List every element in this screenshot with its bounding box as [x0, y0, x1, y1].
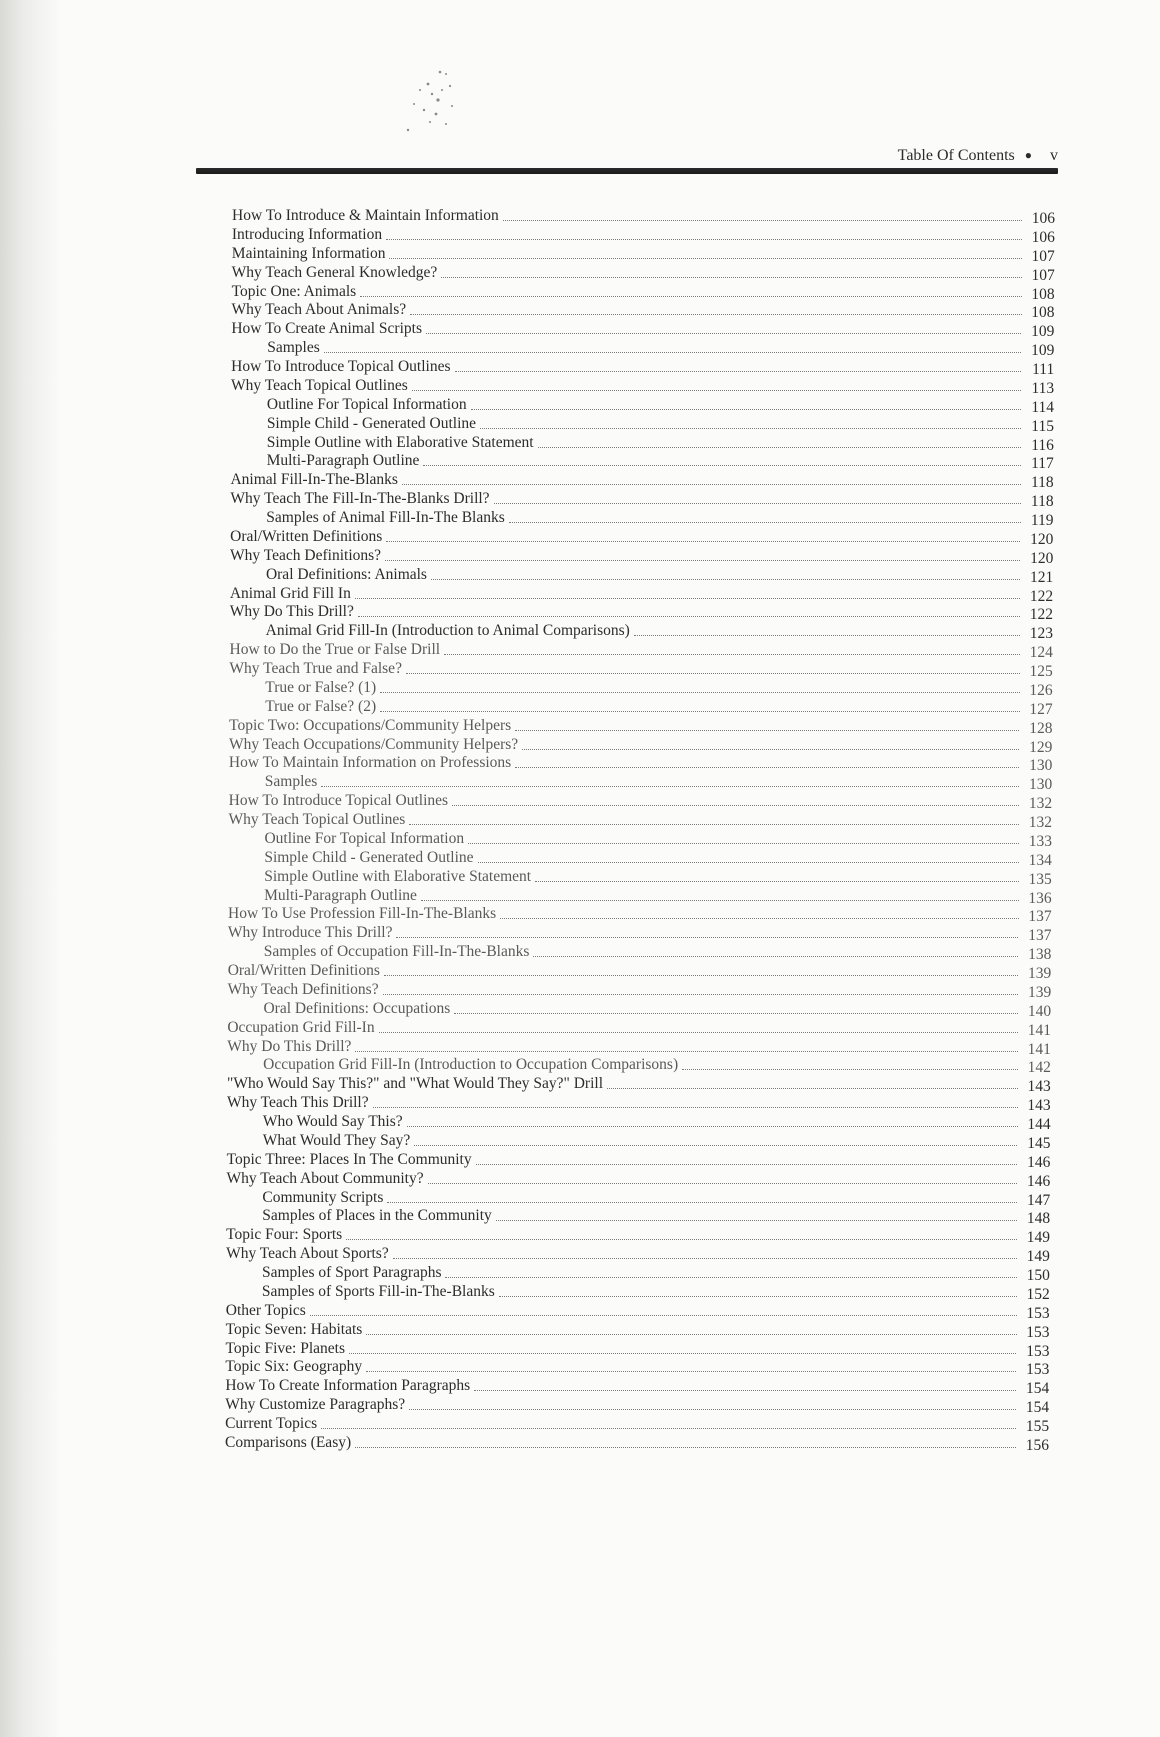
toc-entry-title: True or False? (2)	[265, 697, 377, 715]
toc-entry	[266, 565, 1053, 585]
dot-leader	[414, 1144, 1017, 1146]
toc-entry-title: Why Teach About Sports?	[226, 1245, 389, 1263]
toc-entry-page: 135	[1028, 870, 1052, 888]
toc-entry	[231, 300, 1054, 320]
toc-entry-title: Animal Grid Fill-In (Introduction to Animal Comparisons)	[265, 622, 630, 640]
toc-entry-page: 132	[1028, 795, 1053, 813]
toc-entry-title: How To Maintain Information on Professions	[228, 754, 512, 772]
dot-leader	[349, 1352, 1016, 1354]
dot-leader	[441, 276, 1021, 278]
toc-entry	[262, 1188, 1050, 1208]
dot-leader	[358, 615, 1020, 617]
toc-entry	[230, 602, 1053, 622]
toc-entry	[227, 1074, 1051, 1094]
toc-entry-title: Why Teach This Drill?	[226, 1094, 369, 1112]
toc-entry-page: 118	[1031, 474, 1054, 492]
toc-entry-page: 155	[1025, 1418, 1050, 1436]
dot-leader	[474, 1389, 1016, 1391]
toc-entry-page: 122	[1029, 606, 1054, 624]
dot-leader	[355, 1050, 1018, 1052]
dot-leader	[379, 1031, 1018, 1033]
dot-leader	[321, 785, 1019, 787]
toc-entry	[265, 678, 1052, 698]
toc-entry-page: 113	[1031, 379, 1055, 397]
dot-leader	[355, 597, 1020, 599]
dot-leader	[445, 1276, 1016, 1278]
toc-entry-page: 141	[1027, 1040, 1051, 1058]
toc-entry	[228, 961, 1052, 981]
dot-leader	[455, 370, 1022, 372]
dot-leader	[471, 408, 1021, 410]
toc-entry	[267, 395, 1054, 415]
toc-entry	[267, 451, 1054, 471]
toc-entry-page: 130	[1028, 776, 1053, 794]
toc-entry-page: 121	[1029, 568, 1054, 586]
dot-leader	[431, 578, 1020, 580]
toc-entry-title: Why Teach About Animals?	[231, 301, 407, 319]
toc-entry-page: 139	[1027, 983, 1052, 1001]
toc-entry-page: 133	[1028, 832, 1052, 850]
toc-entry	[262, 1206, 1050, 1226]
toc-entry	[264, 829, 1052, 849]
toc-entry-title: Topic Five: Planets	[225, 1339, 345, 1357]
toc-entry-page: 123	[1029, 625, 1053, 643]
dot-leader	[324, 351, 1022, 353]
dot-leader	[468, 842, 1019, 844]
dot-leader	[538, 446, 1021, 448]
toc-entry	[226, 1320, 1050, 1340]
toc-entry	[264, 848, 1052, 868]
toc-entry-title: Samples of Occupation Fill-In-The-Blanks	[263, 943, 530, 961]
toc-entry-page: 154	[1025, 1399, 1050, 1417]
dot-leader	[360, 295, 1021, 297]
toc-entry-title: Why Teach General Knowledge?	[231, 263, 438, 281]
dot-leader	[682, 1068, 1018, 1070]
toc-entry-title: Current Topics	[225, 1415, 318, 1433]
dot-leader	[409, 823, 1019, 825]
toc-entry-title: Simple Child - Generated Outline	[266, 414, 477, 432]
dot-leader	[423, 464, 1020, 466]
toc-entry-title: How To Create Information Paragraphs	[225, 1377, 471, 1395]
toc-entry-title: Why Customize Paragraphs?	[225, 1396, 406, 1414]
toc-entry	[229, 735, 1052, 755]
toc-entry-page: 109	[1031, 323, 1055, 341]
toc-entry-title: Samples	[264, 773, 318, 791]
toc-entry	[232, 225, 1055, 245]
toc-entry-page: 125	[1029, 663, 1053, 681]
toc-entry-title: How To Introduce & Maintain Information	[232, 207, 499, 224]
toc-entry-title: Multi-Paragraph Outline	[266, 452, 420, 470]
toc-entry	[263, 1055, 1051, 1075]
dot-leader	[515, 766, 1019, 768]
toc-entry-page: 141	[1027, 1021, 1052, 1039]
toc-entry-page: 142	[1027, 1059, 1051, 1077]
dot-leader	[346, 1238, 1017, 1240]
toc-entry	[267, 414, 1054, 434]
toc-entry-page: 143	[1027, 1097, 1051, 1115]
toc-entry-page: 139	[1028, 965, 1052, 983]
toc-entry-title: Comparisons (Easy)	[225, 1434, 352, 1451]
toc-entry-title: Simple Child - Generated Outline	[264, 848, 474, 866]
toc-entry-page: 137	[1028, 927, 1052, 945]
toc-entry-title: How To Create Animal Scripts	[231, 320, 422, 338]
toc-entry-title: True or False? (1)	[265, 678, 377, 696]
toc-entry	[227, 1093, 1051, 1113]
toc-entry-page: 153	[1026, 1304, 1050, 1322]
header-rule	[196, 168, 1058, 174]
dot-leader	[396, 936, 1018, 938]
toc-entry-page: 128	[1029, 719, 1053, 737]
toc-entry-title: Occupation Grid Fill-In	[227, 1018, 375, 1036]
dot-leader	[321, 1427, 1016, 1429]
toc-entry-title: "Who Would Say This?" and "What Would They Say?" Drill	[227, 1075, 603, 1093]
dot-leader	[478, 861, 1019, 863]
toc-entry-title: Why Teach Topical Outlines	[231, 376, 408, 394]
dot-leader	[428, 1182, 1018, 1184]
toc-entry-title: Why Teach Occupations/Community Helpers?	[228, 735, 519, 753]
toc-entry	[232, 206, 1055, 226]
dot-leader	[380, 710, 1019, 712]
header-page-number: v	[1050, 147, 1058, 164]
toc-entry	[227, 1018, 1051, 1038]
toc-entry-page: 153	[1026, 1342, 1050, 1360]
toc-entry	[227, 1169, 1051, 1189]
toc-entry-title: Samples of Places in the Community	[262, 1207, 492, 1225]
dot-leader	[499, 1295, 1017, 1297]
toc-entry-title: Oral Definitions: Occupations	[263, 999, 451, 1017]
toc-entry	[263, 1131, 1051, 1151]
dot-leader	[476, 1163, 1018, 1165]
toc-entry-page: 144	[1027, 1116, 1051, 1134]
dot-leader	[384, 974, 1018, 976]
toc-entry	[226, 1339, 1050, 1359]
dot-leader	[373, 1106, 1018, 1108]
dot-leader	[426, 332, 1021, 334]
toc-entry-page: 124	[1029, 644, 1053, 662]
toc-entry-page: 137	[1028, 908, 1052, 926]
toc-entry-page: 108	[1031, 304, 1055, 322]
toc-entry-page: 153	[1026, 1323, 1050, 1341]
toc-entry	[267, 338, 1054, 358]
toc-entry-page: 111	[1032, 361, 1055, 378]
toc-entry-title: Who Would Say This?	[262, 1113, 403, 1131]
dot-leader	[409, 1408, 1016, 1410]
toc-entry	[227, 1037, 1051, 1057]
toc-entry	[226, 1244, 1050, 1264]
toc-entry-title: Why Teach Definitions?	[230, 546, 382, 564]
toc-entry-page: 120	[1030, 530, 1054, 548]
toc-entry	[230, 489, 1053, 509]
toc-entry-title: Samples of Sports Fill-in-The-Blanks	[261, 1282, 495, 1300]
toc-entry	[266, 508, 1053, 528]
toc-entry-page: 109	[1031, 342, 1055, 360]
toc-entry-title: Multi-Paragraph Outline	[264, 886, 417, 904]
toc-entry-title: Samples	[267, 339, 320, 357]
toc-entry-title: Why Teach Topical Outlines	[228, 811, 406, 829]
toc-entry-page: 150	[1026, 1267, 1050, 1285]
toc-entry-title: Why Teach True and False?	[229, 660, 402, 678]
dot-leader	[380, 691, 1019, 693]
toc-entry	[228, 904, 1052, 924]
bullet-separator: ●	[1024, 148, 1032, 162]
dot-leader	[522, 748, 1019, 750]
toc-entry-page: 120	[1030, 549, 1054, 567]
dot-leader	[454, 1012, 1018, 1014]
dot-leader	[503, 219, 1022, 221]
dot-leader	[385, 559, 1020, 561]
toc-entry	[230, 640, 1053, 660]
toc-entry	[264, 942, 1052, 962]
toc-entry-title: Outline For Topical Information	[266, 395, 467, 413]
toc-entry-title: Topic Two: Occupations/Community Helpers	[229, 716, 512, 734]
toc-entry-title: Animal Grid Fill In	[229, 584, 351, 602]
toc-entry-title: Animal Fill-In-The-Blanks	[230, 471, 398, 489]
toc-entry	[228, 923, 1052, 943]
toc-entry-title: How To Introduce Topical Outlines	[231, 358, 451, 375]
toc-entry	[231, 357, 1054, 377]
dot-leader	[509, 521, 1021, 523]
toc-entry-title: Outline For Topical Information	[264, 829, 465, 847]
toc-entry	[230, 470, 1053, 490]
toc-entry	[226, 1301, 1050, 1321]
dot-leader	[535, 880, 1019, 882]
toc-entry-page: 108	[1031, 285, 1055, 303]
toc-entry-page: 146	[1027, 1172, 1051, 1190]
toc-entry-title: Why Do This Drill?	[227, 1037, 352, 1055]
toc-entry-page: 117	[1031, 455, 1054, 473]
dot-leader	[494, 502, 1021, 504]
toc-entry	[230, 546, 1053, 566]
toc-entry-title: Topic Seven: Habitats	[225, 1320, 363, 1338]
scan-speckle	[380, 60, 500, 160]
toc-entry-page: 116	[1031, 436, 1054, 454]
dot-leader	[383, 993, 1019, 995]
toc-entry	[262, 1282, 1050, 1302]
toc-entry	[230, 527, 1053, 547]
toc-entry-page: 107	[1031, 266, 1055, 284]
toc-entry	[225, 1414, 1049, 1434]
toc-entry-title: What Would They Say?	[262, 1131, 411, 1149]
toc-entry	[267, 433, 1054, 453]
dot-leader	[407, 1125, 1018, 1127]
toc-entry	[225, 1357, 1049, 1377]
dot-leader	[355, 1446, 1016, 1448]
toc-entry-title: Why Teach The Fill-In-The-Blanks Drill?	[230, 490, 490, 508]
toc-entry-title: Why Introduce This Drill?	[227, 924, 393, 942]
toc-entry-page: 127	[1029, 700, 1053, 718]
toc-entry-page: 149	[1026, 1229, 1050, 1247]
toc-entry-title: Topic Four: Sports	[226, 1226, 343, 1244]
toc-entry	[232, 282, 1055, 302]
toc-entry	[229, 716, 1052, 736]
toc-entry-page: 129	[1029, 738, 1053, 756]
toc-entry-page: 118	[1030, 493, 1054, 511]
toc-entry-title: Oral Definitions: Animals	[265, 565, 427, 583]
dot-leader	[386, 540, 1020, 542]
toc-entry	[231, 376, 1054, 396]
toc-entry-page: 115	[1031, 417, 1054, 435]
toc-entry-page: 152	[1026, 1285, 1050, 1303]
dot-leader	[496, 1219, 1017, 1221]
toc-entry-page: 140	[1027, 1002, 1052, 1020]
toc-entry	[225, 1376, 1049, 1396]
toc-entry-page: 107	[1031, 247, 1055, 265]
toc-entry-page: 156	[1025, 1437, 1049, 1454]
toc-entry	[264, 886, 1052, 906]
toc-entry-page: 106	[1031, 210, 1055, 227]
dot-leader	[634, 634, 1020, 636]
toc-entry-page: 136	[1028, 889, 1052, 907]
toc-entry-title: Topic Three: Places In The Community	[226, 1150, 472, 1168]
dot-leader	[533, 955, 1018, 957]
toc-entry-page: 149	[1026, 1248, 1050, 1266]
toc-entry	[232, 244, 1055, 264]
toc-entry-page: 154	[1026, 1380, 1050, 1398]
toc-entry	[265, 772, 1052, 792]
toc-entry	[230, 584, 1053, 604]
toc-entry	[229, 659, 1052, 679]
toc-entry-title: Simple Outline with Elaborative Statement	[266, 433, 534, 451]
toc-entry-page: 130	[1029, 757, 1053, 775]
toc-entry	[232, 263, 1055, 283]
toc-entry-title: Maintaining Information	[231, 244, 386, 262]
toc-entry-title: How to Do the True or False Drill	[229, 641, 441, 659]
toc-entry-title: Topic One: Animals	[231, 282, 357, 300]
toc-entry-page: 132	[1028, 814, 1053, 832]
dot-leader	[412, 389, 1021, 391]
toc-entry-page: 126	[1029, 681, 1053, 699]
toc-entry-page: 148	[1026, 1210, 1051, 1228]
dot-leader	[406, 672, 1020, 674]
toc-entry-page: 122	[1029, 587, 1054, 605]
dot-leader	[389, 257, 1021, 259]
dot-leader	[500, 917, 1018, 919]
toc-entry-page: 143	[1027, 1078, 1051, 1096]
toc-entry-page: 114	[1031, 398, 1055, 416]
dot-leader	[387, 1201, 1017, 1203]
toc-entry	[229, 810, 1052, 830]
toc-entry-title: Why Do This Drill?	[229, 603, 354, 621]
dot-leader	[393, 1257, 1017, 1259]
toc-entry-page: 106	[1031, 228, 1055, 246]
toc-entry-page: 134	[1028, 851, 1052, 869]
toc-entry-title: Oral/Written Definitions	[230, 527, 383, 545]
toc-entry-title: Simple Outline with Elaborative Statement	[264, 867, 532, 885]
dot-leader	[402, 483, 1021, 485]
toc-entry-page: 119	[1030, 512, 1054, 530]
toc-entry-title: Occupation Grid Fill-In (Introduction to Occupation Comparisons)	[263, 1056, 679, 1074]
toc-entry	[225, 1395, 1049, 1415]
toc-entry-title: Samples of Animal Fill-In-The Blanks	[266, 509, 505, 527]
toc-entry	[263, 999, 1051, 1019]
toc-entry-page: 146	[1027, 1153, 1051, 1171]
toc-entry-title: Why Teach Definitions?	[227, 980, 379, 998]
toc-entry-title: How To Introduce Topical Outlines	[228, 792, 449, 810]
binding-shadow	[0, 0, 60, 1737]
toc-entry-title: Other Topics	[225, 1301, 306, 1319]
toc-entry	[262, 1263, 1050, 1283]
toc-entry	[227, 1150, 1051, 1170]
dot-leader	[515, 729, 1019, 731]
toc-entry	[226, 1225, 1050, 1245]
dot-leader	[444, 653, 1020, 655]
toc-entry-title: Why Teach About Community?	[226, 1169, 424, 1187]
toc-entry-title: Introducing Information	[231, 225, 383, 243]
toc-entry-page: 147	[1026, 1191, 1051, 1209]
dot-leader	[386, 238, 1022, 240]
dot-leader	[452, 804, 1019, 806]
dot-leader	[480, 427, 1021, 429]
dot-leader	[607, 1087, 1018, 1089]
dot-leader	[310, 1314, 1017, 1316]
dot-leader	[410, 313, 1021, 315]
toc-entry-title: Oral/Written Definitions	[227, 962, 380, 980]
toc-entry-page: 138	[1028, 946, 1052, 964]
dot-leader	[366, 1370, 1016, 1372]
toc-entry-title: How To Use Profession Fill-In-The-Blanks	[228, 905, 497, 923]
toc-entry-title: Samples of Sport Paragraphs	[261, 1264, 442, 1282]
toc-entry-title: Community Scripts	[262, 1188, 384, 1206]
toc-entry	[225, 1433, 1049, 1453]
header-title: Table Of Contents	[897, 147, 1015, 164]
toc-entry	[231, 319, 1054, 339]
toc-entry	[229, 791, 1052, 811]
toc-entry-title: Topic Six: Geography	[225, 1358, 363, 1376]
toc-entry	[229, 753, 1052, 773]
toc-entry	[263, 1112, 1051, 1132]
toc-entry-page: 153	[1026, 1361, 1050, 1379]
toc-entry	[265, 697, 1052, 717]
dot-leader	[421, 899, 1019, 901]
toc-entry	[228, 980, 1052, 1000]
toc-entry	[266, 621, 1053, 641]
toc-entry-page: 145	[1027, 1134, 1051, 1152]
toc-entry	[264, 867, 1052, 887]
dot-leader	[366, 1333, 1016, 1335]
